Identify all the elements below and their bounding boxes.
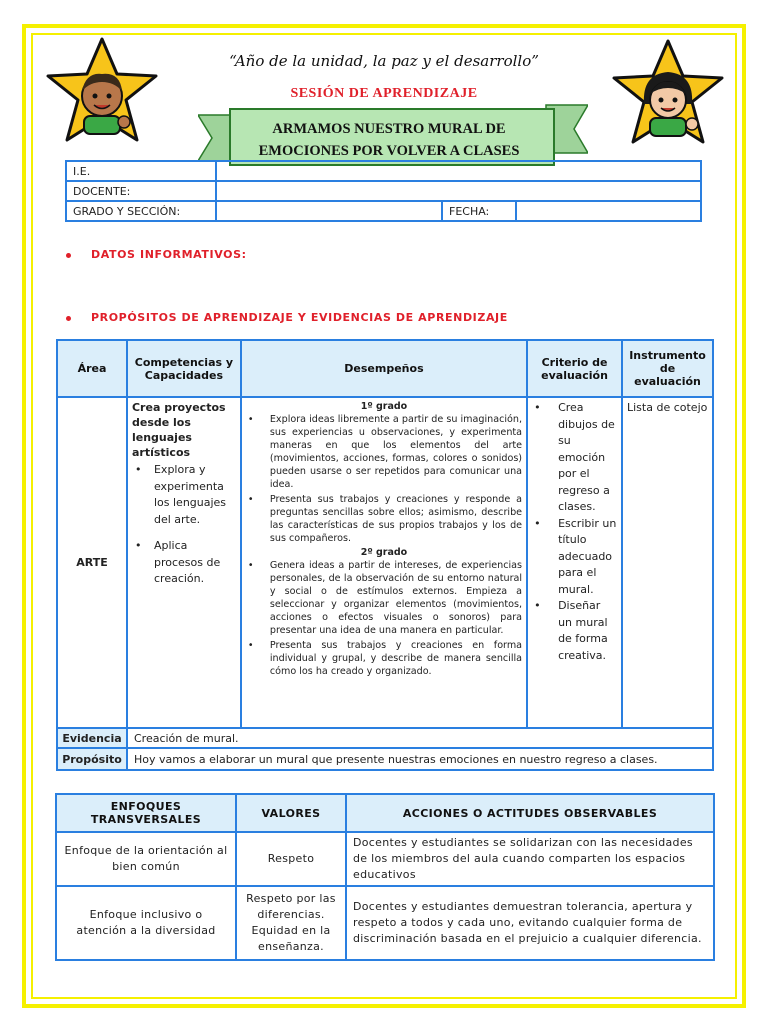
learning-purposes-table: [56, 339, 714, 771]
enfoque-accion: Docentes y estudiantes se solidarizan con las necesidades de los miembros del aula cuando comparten los espacios educativos: [346, 832, 714, 886]
criterio-item: • Diseñar un mural de forma creativa.: [532, 598, 617, 664]
enfoque-valor: Respeto: [236, 832, 346, 886]
capacidad-item: • Explora y experimenta los lenguajes del arte.: [132, 462, 236, 528]
enfoque-row: [56, 832, 714, 886]
header-acciones: ACCIONES O ACTITUDES OBSERVABLES: [346, 794, 714, 832]
enfoque-name: Enfoque de la orientación al bien común: [56, 832, 236, 886]
header-competencias: Competencias y Capacidades: [127, 340, 241, 397]
grade-1-label: 1º grado: [360, 401, 408, 412]
bullet-icon: [66, 316, 71, 321]
evidencia-label: Evidencia: [57, 728, 127, 748]
desempeno-item: • Genera ideas a partir de intereses, de experiencias personales, de la observación de su entorno natural y social o de estímulos externos. Empieza a seleccionar y organizar elementos (movimientos, acciones o efectos visuales o sonoros) para presentar una idea de una manera en particular.: [246, 559, 522, 637]
enfoque-row: [56, 886, 714, 960]
criterios-cell: [527, 397, 622, 728]
enfoque-name: Enfoque inclusivo o atención a la diversidad: [56, 886, 236, 960]
desempenos-cell: [241, 397, 527, 728]
header-instrumento: Instrumento de evaluación: [622, 340, 713, 397]
section-propositos: PROPÓSITOS DE APRENDIZAJE Y EVIDENCIAS DE APRENDIZAJE: [66, 311, 508, 324]
evidencia-value: Creación de mural.: [127, 728, 713, 748]
bullet-icon: [66, 253, 71, 258]
fecha-label: FECHA:: [442, 201, 516, 221]
area-value: ARTE: [57, 397, 127, 728]
header-valores: VALORES: [236, 794, 346, 832]
grado-label: GRADO Y SECCIÓN:: [66, 201, 216, 221]
header-area: Área: [57, 340, 127, 397]
session-label: SESIÓN DE APRENDIZAJE: [290, 86, 478, 101]
proposito-label: Propósito: [57, 748, 127, 770]
fecha-input[interactable]: [516, 201, 701, 221]
capacidad-item: • Aplica procesos de creación.: [132, 538, 236, 588]
section-datos-informativos: DATOS INFORMATIVOS:: [66, 248, 247, 261]
docente-input[interactable]: [216, 181, 701, 201]
header-enfoques: ENFOQUES TRANSVERSALES: [56, 794, 236, 832]
instrumento-value: Lista de cotejo: [627, 401, 708, 414]
desempeno-item: • Explora ideas libremente a partir de su imaginación, sus experiencias u observaciones, y experimenta maneras en que los elementos del arte (movimientos, acciones, formas, colores o sonidos) pueden usarse o ser repetidos para comunicar una idea.: [246, 413, 522, 491]
proposito-value: Hoy vamos a elaborar un mural que presente nuestras emociones en nuestro regreso a clases.: [127, 748, 713, 770]
criterio-item: • Escribir un título adecuado para el mural.: [532, 516, 617, 599]
session-title-line-1: ARMAMOS NUESTRO MURAL DE: [272, 121, 506, 137]
header-criterio: Criterio de evaluación: [527, 340, 622, 397]
competencia-title: Crea proyectos desde los lenguajes artísticos: [131, 401, 226, 459]
grade-2-label: 2º grado: [360, 547, 408, 558]
criterio-item: • Crea dibujos de su emoción por el regreso a clases.: [532, 400, 617, 516]
enfoques-transversales-table: [55, 793, 715, 961]
session-title: [236, 118, 542, 162]
instrumento-cell: [622, 397, 713, 728]
ie-input[interactable]: [216, 161, 701, 181]
enfoque-accion: Docentes y estudiantes demuestran tolerancia, apertura y respeto a todos y cada uno, evitando cualquier forma de discriminación basada en el prejuicio a cualquier diferencia.: [346, 886, 714, 960]
year-motto: “Año de la unidad, la paz y el desarrollo”: [229, 52, 539, 70]
header-desempenos: Desempeños: [241, 340, 527, 397]
session-title-line-2: EMOCIONES POR VOLVER A CLASES: [258, 143, 520, 159]
competencias-cell: [127, 397, 241, 728]
desempeno-item: • Presenta sus trabajos y creaciones en forma individual y grupal, y describe de manera sencilla cómo los ha creado y organizado.: [246, 639, 522, 678]
grado-input[interactable]: [216, 201, 442, 221]
ie-label: I.E.: [66, 161, 216, 181]
desempeno-item: • Presenta sus trabajos y creaciones y responde a preguntas sencillas sobre ellos; asimismo, describe las características de sus propios trabajos y los de sus compañeros.: [246, 493, 522, 545]
info-table: [65, 160, 702, 222]
enfoque-valor: Respeto por las diferencias. Equidad en la enseñanza.: [236, 886, 346, 960]
docente-label: DOCENTE:: [66, 181, 216, 201]
